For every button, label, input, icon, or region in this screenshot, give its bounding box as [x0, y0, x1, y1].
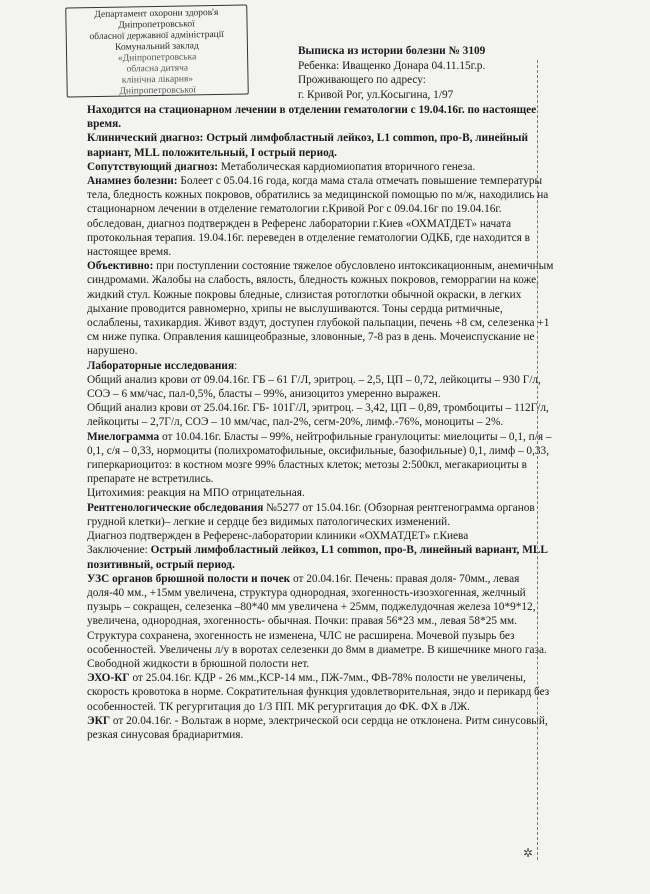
anamnesis-label: Анамнез болезни: [87, 175, 178, 188]
residence-label: Проживающего по адресу: [298, 74, 426, 86]
myelogram-text: от 10.04.16г. Бласты – 99%, нейтрофильные гранулоциты: миелоциты – 0,1, п/я – 0,1, с/я – 0,33, нормоциты (полихроматофильные, оксифильные, базофильные) 0,1, лимф – 0,33, гиперкариоцитоз: в костном мозге 99% бластных клеток; метозы 2:500кл, мегакариоциты в препарате не встретились. [87, 430, 552, 486]
xray-text: №5277 от 15.04.16г. (Обзорная рентгенограмма органов грудной клетки)– легкие и сердце без видимых патологических изменений. [87, 501, 535, 528]
clinical-label: Клинический диагноз: [87, 132, 204, 145]
concomitant-diagnosis [87, 160, 557, 174]
objective-exam [87, 259, 557, 358]
blood-test-1: Общий анализ крови от 09.04.16г. ГБ – 61 Г/Л, эритроц. – 2,5, ЦП – 0,72, лейкоциты – 930 Г/л, СОЭ – 6 мм/час, пал-0,5%, бласты – 99%, анизоцитоз умеренно выражен. [87, 373, 541, 401]
diagnosis-confirmed: Диагноз подтвержден в Референс-лаборатории клиники «ОХМАТДЕТ» г.Киева [87, 530, 469, 543]
echo-exam [87, 671, 557, 714]
echo-text: от 25.04.16г. КДР - 26 мм.,КСР-14 мм., ПЖ-7мм., ФВ-78% полости не увеличены, скорость кровотока в норме. Сократительная функция удовлетворительная, эндо и перикард без особенностей. ТК регургитация до 1/3 ПП. МК регургитация до ФК. ФХ в ЛЖ. [87, 672, 550, 713]
blood-test-2: Общий анализ крови от 25.04.16г. ГБ- 101Г/Л, эритроц. – 3,42, ЦП – 0,89, тромбоциты – 112Г/л, лейкоциты – 2,7Г/л, СОЭ – 10 мм/час, пал-2%, сегм-20%, лимф.-76%, моноциты – 2%. [87, 402, 549, 429]
stamp-line: Дніпропетровської [118, 19, 195, 31]
myelogram [87, 430, 557, 487]
objective-label: Объективно: [87, 260, 154, 273]
stamp-line: «Дніпропетровська [117, 52, 197, 64]
ultrasound-label: УЗС органов брюшной полости и почек [87, 572, 291, 585]
document-body [87, 103, 557, 742]
institution-stamp [65, 4, 249, 97]
stamp-line: Комунальний заклад [115, 41, 199, 53]
stamp-line: клінічна лікарня» [121, 74, 194, 86]
document-title: Выписка из истории болезни № 3109 [298, 45, 486, 57]
clinical-text: Острый лимфобластный лейкоз, L1 common, про-В, линейный вариант, MLL положительный, I острый период. [87, 132, 528, 159]
concomitant-text: Метаболическая кардиомиопатия вторичного генеза. [220, 160, 476, 173]
treatment-status: Находится на стационарном лечении в отделении гематологии с 19.04.16г. по настоящее время. [87, 104, 537, 131]
lab-heading [87, 359, 557, 373]
cytochemistry: Цитохимия: реакция на МПО отрицательная. [87, 487, 305, 500]
patient-line: Ребенка: Иващенко Донара 04.11.15г.р. [298, 59, 486, 72]
clinical-diagnosis [87, 131, 557, 159]
ultrasound-exam [87, 572, 557, 671]
page-mark: ✲ [523, 846, 534, 860]
conclusion [87, 543, 557, 571]
stamp-line: Дніпропетровської [119, 85, 196, 97]
echo-label: ЭХО-КГ [87, 672, 130, 685]
xray-label: Рентгенологические обследования [87, 501, 264, 514]
concomitant-label: Сопутствующий диагноз: [87, 160, 219, 173]
ecg-text: от 20.04.16г. - Вольтаж в норме, электрической оси сердца не отклонена. Ритм синусовый, резкая синусовая брадиаритмия. [87, 714, 548, 741]
objective-text: при поступлении состояние тяжелое обусловлено интоксикационным, анемичным синдромами. Жалобы на слабость, вялость, бледность кожных покровов, геморрагии на коже, жидкий стул. Кожные покровы бледные, слизистая ротоглотки обычной окраски, в легких дыхание проводится равномерно, хрипы не выслушиваются. Тоны сердца ритмичные, ослаблены, тахикардия. Живот вздут, доступен глубокой пальпации, печень +8 см, селезенка +1 см ниже пупка. Оправления кашицеобразные, зловонные, 7-8 раз в день. Мочеиспускание не нарушено. [87, 260, 554, 358]
stamp-line: обласна дитяча [126, 63, 189, 75]
ecg-exam [87, 714, 557, 742]
ecg-label: ЭКГ [87, 714, 111, 727]
myelogram-label: Миелограмма [87, 430, 160, 443]
patient-address: г. Кривой Рог, ул.Косыгина, 1/97 [298, 88, 454, 101]
document-header [298, 44, 485, 102]
anamnesis-text: Болеет с 05.04.16 года, когда мама стала отмечать повышение температуры тела, бледность кожных покровов, обратились за медицинской помощью по м/ж, находились на стационарном лечении в отделение гематологии г.Кривой Рог с 09.04.16г по 19.04.16г. обследован, диагноз подтвержден в Референс лаборатории г.Киев «ОХМАТДЕТ» начата протокольная терапия. 19.04.16г. переведен в отделение гематологии ОДКБ, где находится в настоящее время. [87, 175, 549, 259]
conclusion-text: Острый лимфобластный лейкоз, L1 common, про-В, линейный вариант, MLL позитивный, острый период. [87, 544, 548, 571]
anamnesis [87, 174, 557, 259]
ultrasound-text: от 20.04.16г. Печень: правая доля- 70мм., левая доля-40 мм., +15мм увеличена, структура однородная, эхогенность-изоэхогенная, желчный пузырь – сокращен, селезенка –80*40 мм увеличена + 25мм, поджелудочная железа 10*9*12, увеличена, однородная, эхогенность- обычная. Почки: правая 56*23 мм., левая 58*25 мм. Структура сохранена, эхогенность не изменена, ЧЛС не расширена. Мочевой пузырь без особенностей. Увеличены л/у в воротах селезенки до 8мм в диаметре. В кишечнике много газа. Свободной жидкости в брюшной полости нет. [87, 572, 547, 670]
lab-colon: : [234, 359, 238, 372]
stamp-line: обласної державної адміністрації [89, 29, 225, 43]
xray-exam [87, 501, 557, 529]
scan-edge-line [537, 60, 538, 860]
stamp-line: Департамент охорони здоров'я [94, 7, 219, 21]
conclusion-label: Заключение: [87, 544, 148, 557]
lab-label: Лабораторные исследования [87, 359, 235, 372]
